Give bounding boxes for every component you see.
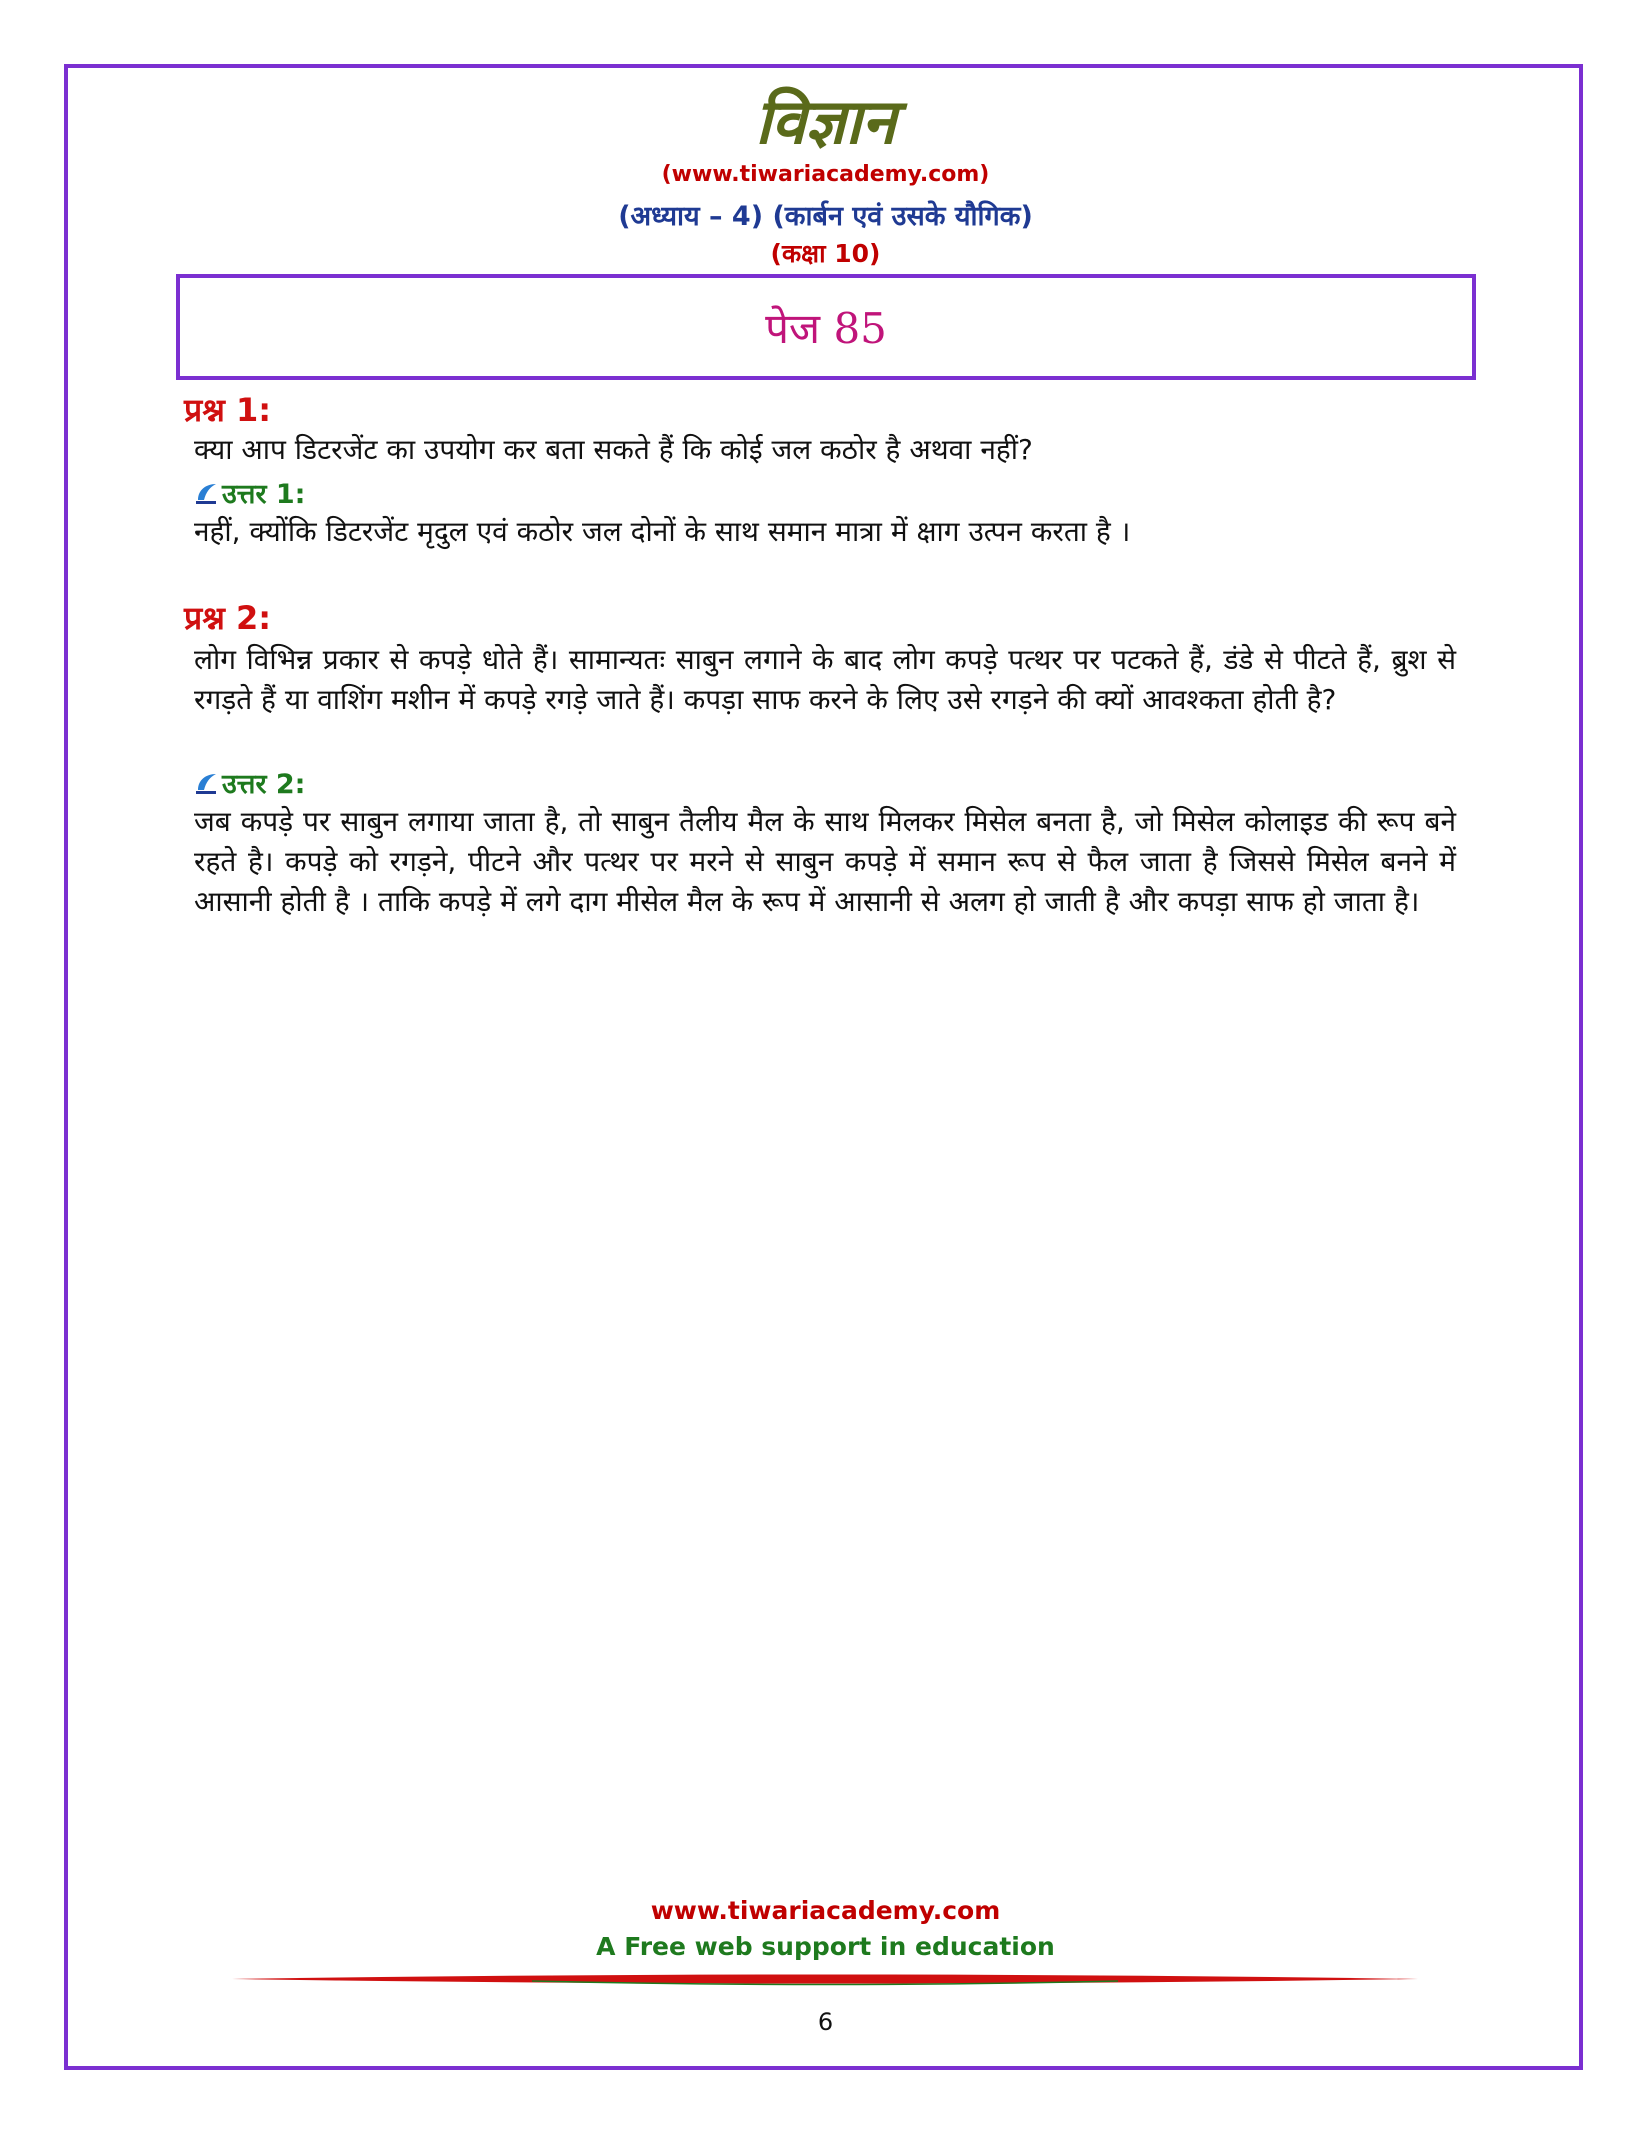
answer-1-heading: [194, 474, 305, 511]
document-title: विज्ञान: [755, 85, 896, 158]
chapter-name: (कार्बन एवं उसके यौगिक): [772, 201, 1033, 232]
tiwari-logo-icon: [194, 480, 218, 506]
answer-1-text: नहीं, क्योंकि डिटरजेंट मृदुल एवं कठोर जल दोनों के साथ समान मात्रा में क्षाग उत्पन करता है ।: [194, 515, 1131, 548]
question-1-text: क्या आप डिटरजेंट का उपयोग कर बता सकते हैं कि कोई जल कठोर है अथवा नहीं?: [194, 433, 1033, 466]
chapter-heading: [0, 196, 1651, 233]
chapter-number: (अध्याय – 4): [618, 201, 764, 232]
footer-tagline: A Free web support in education: [596, 1932, 1055, 1961]
class-label: (कक्षा 10): [770, 239, 881, 268]
page-number: 6: [817, 2008, 834, 2036]
header-website-link[interactable]: (www.tiwariacademy.com): [661, 162, 990, 187]
answer-2-text: जब कपड़े पर साबुन लगाया जाता है, तो साबुन तैलीय मैल के साथ मिलकर मिसेल बनता है, जो मिसेल कोलाइड की रूप बने रहते है। कपड़े को रगड़ने, पीटने और पत्थर पर मरने से साबुन कपड़े में समान रूप से फैल जाता है जिससे मिसेल बनने में आसानी होती है । ताकि कपड़े में लगे दाग मीसेल मैल के रूप में आसानी से अलग हो जाती है और कपड़ा साफ हो जाता है।: [194, 805, 1456, 918]
answer-2-heading: [194, 764, 305, 801]
page-box-label: पेज 85: [765, 303, 887, 353]
question-2-label: प्रश्न 2:: [184, 599, 272, 637]
question-2-text: लोग विभिन्न प्रकार से कपड़े धोते हैं। सामान्यतः साबुन लगाने के बाद लोग कपड़े पत्थर पर पटकते हैं, डंडे से पीटते हैं, ब्रुश से रगड़ते हैं या वाशिंग मशीन में कपड़े रगड़े जाते हैं। कपड़ा साफ करने के लिए उसे रगड़ने की क्यों आवश्कता होती है?: [194, 643, 1456, 716]
question-1-label: प्रश्न 1:: [184, 391, 272, 429]
footer-website-link[interactable]: www.tiwariacademy.com: [650, 1896, 1001, 1925]
answer-2-label: उत्तर 2:: [222, 769, 306, 800]
tiwari-logo-icon: [194, 770, 218, 796]
answer-1-label: उत्तर 1:: [222, 479, 306, 510]
footer-divider: [232, 1972, 1418, 1986]
page-number-box: [176, 274, 1476, 380]
